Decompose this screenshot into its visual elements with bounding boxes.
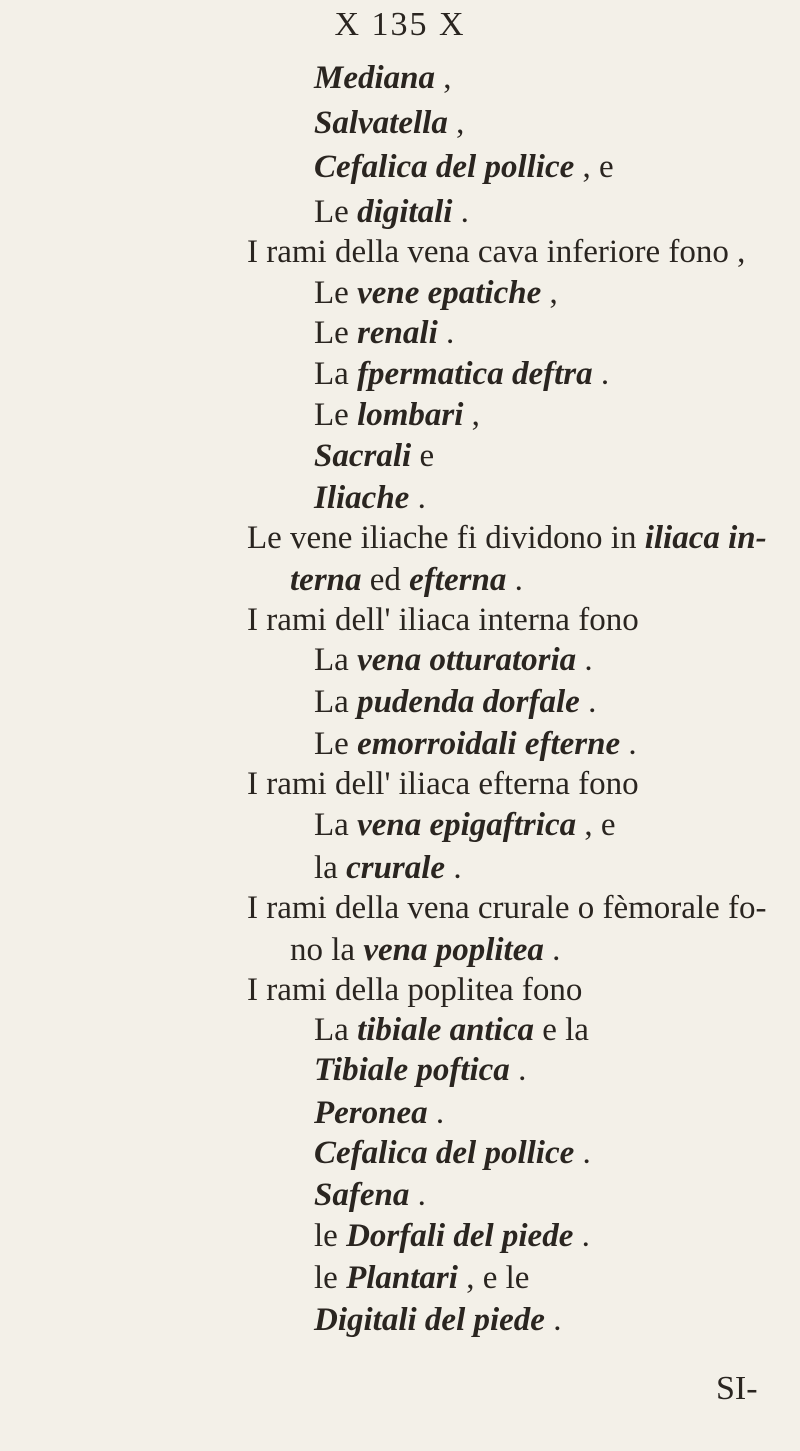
text-line bbox=[314, 58, 452, 98]
text-line bbox=[290, 560, 523, 600]
plain-text: Le vene iliache fi dividono in bbox=[247, 520, 645, 556]
text-line bbox=[314, 313, 454, 353]
plain-text: le bbox=[314, 1260, 347, 1296]
text-line bbox=[314, 1010, 589, 1050]
plain-text: . bbox=[509, 1052, 527, 1088]
text-line bbox=[247, 888, 766, 928]
plain-text: La bbox=[314, 1012, 358, 1048]
plain-text: . bbox=[445, 850, 462, 886]
text-line bbox=[314, 436, 434, 476]
italic-term: iliaca in- bbox=[644, 520, 767, 556]
plain-text: Le bbox=[314, 726, 358, 762]
plain-text: . bbox=[576, 642, 593, 678]
plain-text: . bbox=[544, 1302, 562, 1338]
italic-term: fpermatica deftra bbox=[357, 356, 593, 392]
italic-term: Safena bbox=[314, 1177, 410, 1213]
italic-term: vene epatiche bbox=[357, 275, 542, 311]
plain-text: Le bbox=[314, 275, 358, 311]
plain-text: , bbox=[447, 105, 465, 141]
italic-term: digitali bbox=[357, 194, 453, 230]
text-line bbox=[314, 1050, 526, 1090]
text-line bbox=[314, 395, 480, 435]
text-line bbox=[247, 600, 639, 640]
plain-text: La bbox=[314, 807, 358, 843]
plain-text: . bbox=[452, 194, 469, 230]
italic-term: Cefalica del pollice bbox=[314, 149, 575, 185]
plain-text: . bbox=[506, 562, 523, 598]
plain-text: . bbox=[573, 1218, 590, 1254]
plain-text: . bbox=[620, 726, 637, 762]
plain-text: la bbox=[314, 850, 347, 886]
text-line bbox=[314, 147, 614, 187]
plain-text: Le bbox=[314, 194, 358, 230]
plain-text: . bbox=[574, 1135, 591, 1171]
text-line bbox=[314, 1216, 590, 1256]
italic-term: vena otturatoria bbox=[357, 642, 577, 678]
italic-term: crurale bbox=[346, 850, 446, 886]
italic-term: Tibiale poftica bbox=[314, 1052, 510, 1088]
italic-term: terna bbox=[290, 562, 362, 598]
text-line bbox=[314, 848, 462, 888]
plain-text: , bbox=[541, 275, 558, 311]
text-line bbox=[314, 1133, 591, 1173]
plain-text: . bbox=[437, 315, 455, 351]
plain-text: Le bbox=[314, 397, 358, 433]
plain-text: , bbox=[435, 60, 452, 96]
italic-term: lombari bbox=[357, 397, 464, 433]
plain-text: , e bbox=[574, 149, 614, 185]
plain-text: . bbox=[409, 1177, 426, 1213]
text-line bbox=[314, 1300, 561, 1340]
text-line bbox=[314, 1175, 426, 1215]
plain-text: , e bbox=[576, 807, 616, 843]
text-line bbox=[314, 724, 637, 764]
italic-term: vena epigaftrica bbox=[357, 807, 577, 843]
italic-term: pudenda dorfale bbox=[357, 684, 580, 720]
plain-text: I rami della poplitea fono bbox=[247, 972, 583, 1008]
signature-mark: SI- bbox=[716, 1370, 758, 1407]
plain-text: e la bbox=[533, 1012, 589, 1048]
plain-text: Le bbox=[314, 315, 358, 351]
italic-term: Sacrali bbox=[314, 438, 412, 474]
plain-text: no la bbox=[290, 932, 364, 968]
text-line bbox=[314, 1258, 529, 1298]
text-line bbox=[314, 103, 464, 143]
italic-term: Iliache bbox=[314, 480, 410, 516]
plain-text: La bbox=[314, 684, 358, 720]
italic-term: Peronea bbox=[314, 1095, 428, 1131]
text-line bbox=[314, 640, 593, 680]
text-line bbox=[314, 192, 469, 232]
plain-text: La bbox=[314, 642, 358, 678]
text-line bbox=[314, 478, 426, 518]
plain-text: I rami dell' iliaca interna fono bbox=[247, 602, 639, 638]
plain-text: I rami dell' iliaca efterna fono bbox=[247, 766, 639, 802]
text-line bbox=[314, 273, 558, 313]
text-line bbox=[247, 232, 745, 272]
italic-term: tibiale antica bbox=[357, 1012, 534, 1048]
text-line bbox=[247, 970, 582, 1010]
text-line bbox=[314, 1093, 444, 1133]
italic-term: vena poplitea bbox=[363, 932, 544, 968]
plain-text: La bbox=[314, 356, 358, 392]
text-line bbox=[247, 518, 767, 558]
plain-text: e bbox=[411, 438, 435, 474]
plain-text: . bbox=[579, 684, 597, 720]
italic-term: efterna bbox=[409, 562, 507, 598]
text-line bbox=[314, 682, 596, 722]
italic-term: Salvatella bbox=[314, 105, 448, 141]
plain-text: . bbox=[409, 480, 426, 516]
italic-term: Cefalica del pollice bbox=[314, 1135, 575, 1171]
italic-term: emorroidali efterne bbox=[357, 726, 621, 762]
plain-text: . bbox=[427, 1095, 445, 1131]
plain-text: . bbox=[543, 932, 561, 968]
italic-term: Mediana bbox=[314, 60, 436, 96]
plain-text: , e le bbox=[457, 1260, 530, 1296]
plain-text: , bbox=[463, 397, 480, 433]
page-header: X 135 X bbox=[334, 6, 466, 43]
italic-term: Plantari bbox=[346, 1260, 458, 1296]
text-line bbox=[314, 354, 609, 394]
plain-text: I rami della vena cava inferiore fono , bbox=[247, 234, 746, 270]
plain-text: . bbox=[592, 356, 610, 392]
italic-term: renali bbox=[357, 315, 438, 351]
plain-text: le bbox=[314, 1218, 347, 1254]
text-line bbox=[247, 764, 639, 804]
plain-text: ed bbox=[361, 562, 410, 598]
italic-term: Dorfali del piede bbox=[346, 1218, 574, 1254]
text-line bbox=[314, 805, 616, 845]
text-line bbox=[290, 930, 560, 970]
italic-term: Digitali del piede bbox=[314, 1302, 545, 1338]
plain-text: I rami della vena crurale o fèmorale fo- bbox=[247, 890, 767, 926]
